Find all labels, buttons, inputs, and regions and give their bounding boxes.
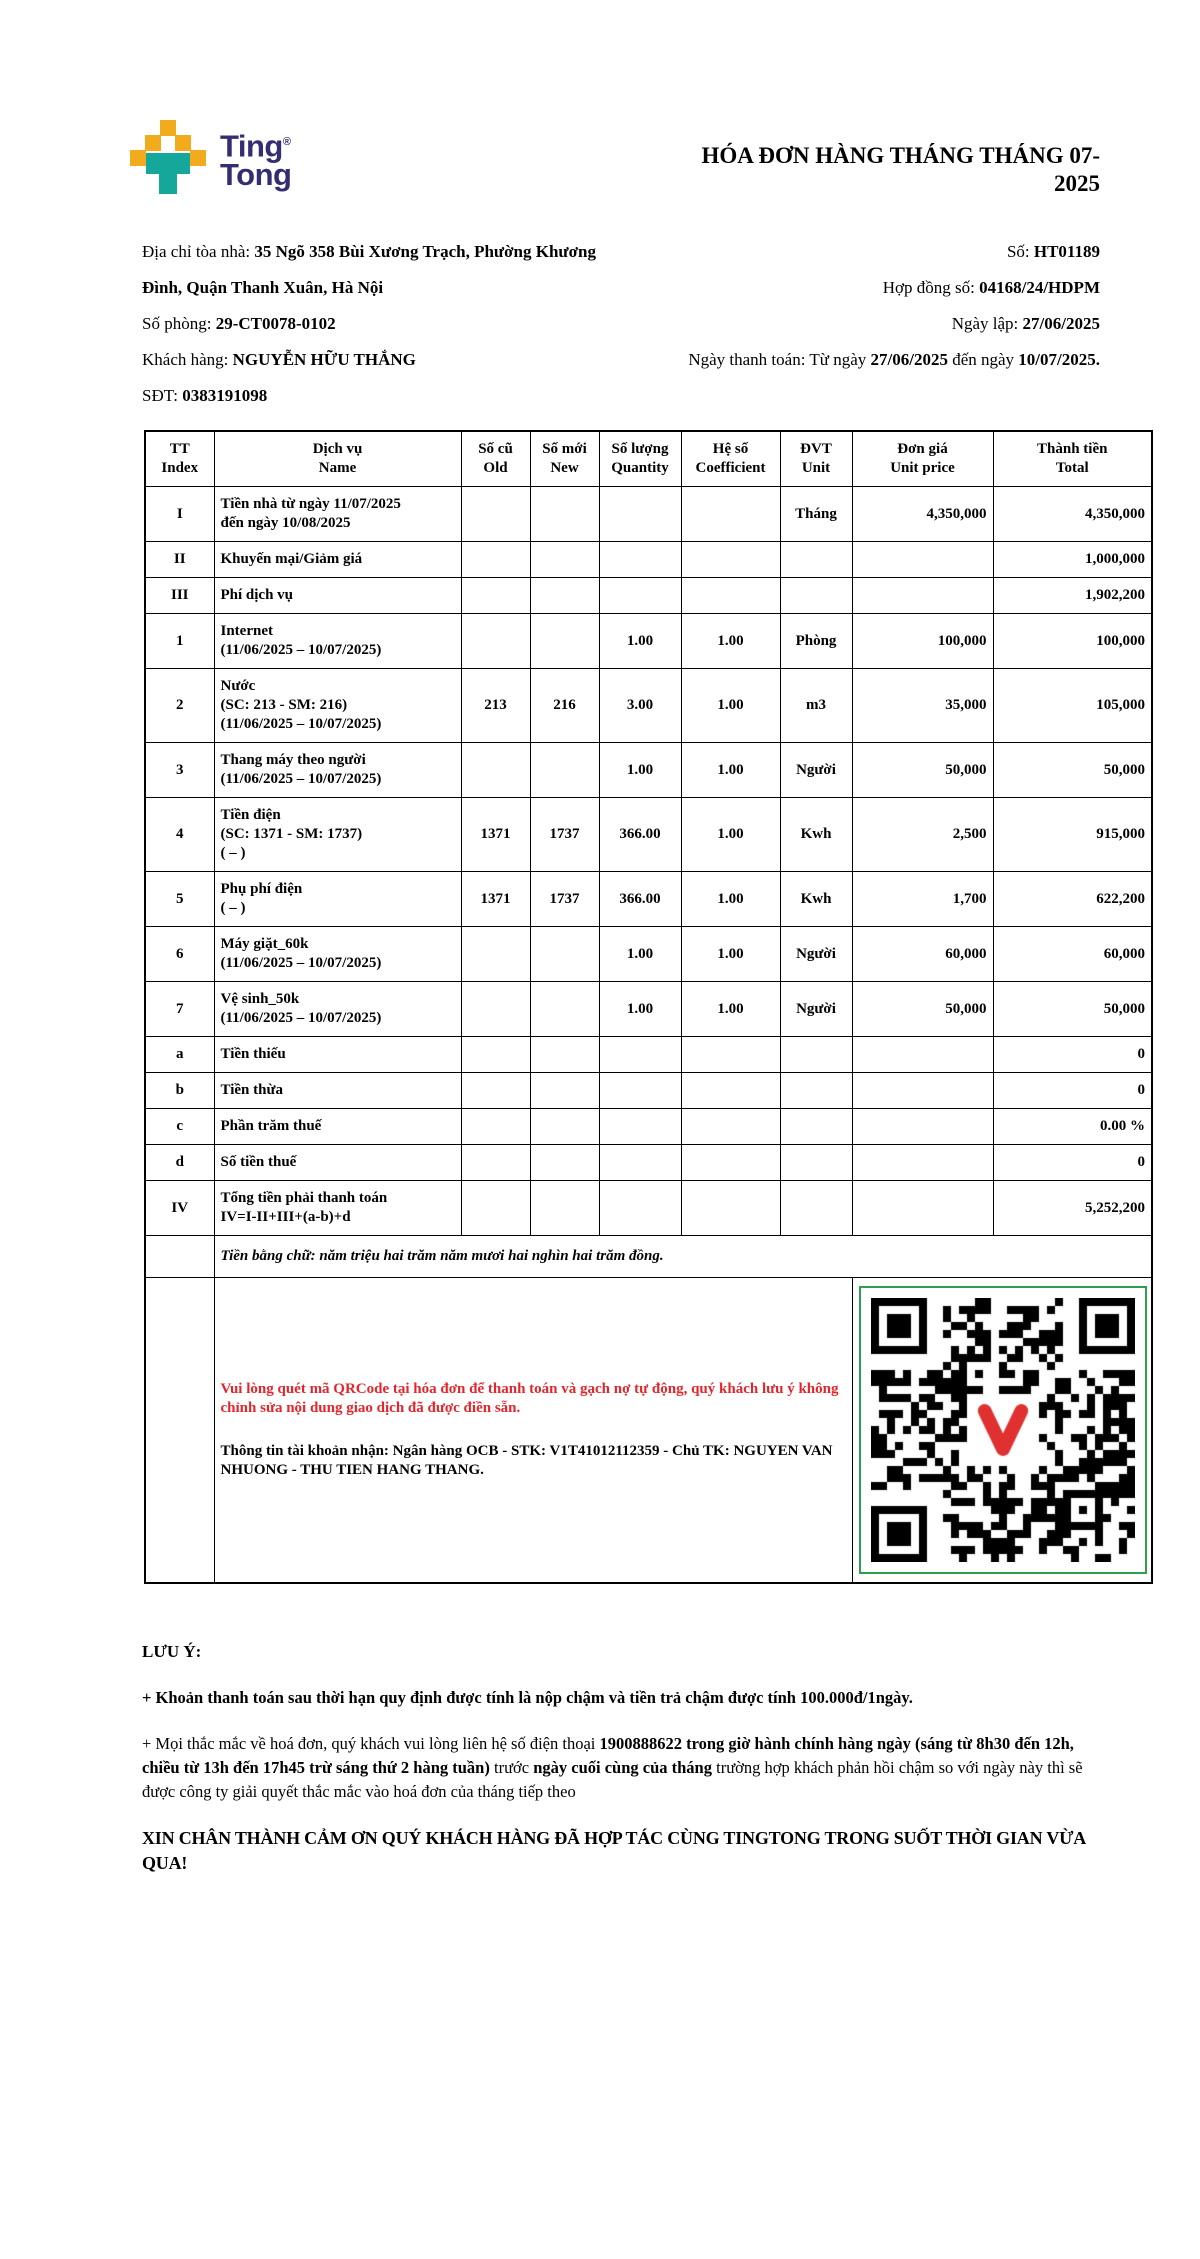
cell-unit: m3 [780, 669, 852, 743]
cell-price [852, 1145, 993, 1181]
cell-coef [681, 487, 780, 542]
amount-in-words-row [145, 1236, 1152, 1278]
column-header: ĐVT Unit [780, 431, 852, 487]
cell-new [530, 542, 599, 578]
cell-coef [681, 1037, 780, 1073]
cell-tt: a [145, 1037, 214, 1073]
cell-coef [681, 1145, 780, 1181]
cell-new [530, 982, 599, 1037]
cell-total: 60,000 [993, 927, 1152, 982]
cell-old [461, 1073, 530, 1109]
cell-coef: 1.00 [681, 982, 780, 1037]
cell-new [530, 743, 599, 798]
service-name: Tổng tiền phải thanh toán IV=I-II+III+(a-b)+d [214, 1181, 461, 1236]
cell-old [461, 487, 530, 542]
cell-unit [780, 1109, 852, 1145]
cell-unit: Người [780, 743, 852, 798]
hotline-note: + Mọi thắc mắc về hoá đơn, quý khách vui lòng liên hệ số điện thoại 1900888622 trong giờ hành chính hàng ngày (sáng từ 8h30 đến 12h, chiều từ 13h đến 17h45 trừ sáng thứ 2 hàng tuần) trước ngày cuối cùng của tháng trường hợp khách phản hồi chậm so với ngày này thì sẽ được công ty giải quyết thắc mắc vào hoá đơn của tháng tiếp theo [142, 1734, 1083, 1801]
cell-qty: 366.00 [599, 798, 681, 872]
cell-qty: 1.00 [599, 982, 681, 1037]
cell-new [530, 1109, 599, 1145]
service-name: Tiền thừa [214, 1073, 461, 1109]
cell-qty: 366.00 [599, 872, 681, 927]
cell-unit [780, 578, 852, 614]
cell-qty [599, 1145, 681, 1181]
cell-old: 1371 [461, 798, 530, 872]
cell-new: 1737 [530, 872, 599, 927]
info-right [634, 234, 1100, 414]
service-name: Phần trăm thuế [214, 1109, 461, 1145]
service-name: Số tiền thuế [214, 1145, 461, 1181]
column-header: Hệ số Coefficient [681, 431, 780, 487]
cell-unit: Tháng [780, 487, 852, 542]
cell-old [461, 982, 530, 1037]
cell-old: 1371 [461, 872, 530, 927]
contract-number: Hợp đồng số: 04168/24/HDPM [882, 278, 1100, 297]
cell-old [461, 743, 530, 798]
service-name: Khuyến mại/Giảm giá [214, 542, 461, 578]
column-header: Dịch vụ Name [214, 431, 461, 487]
service-name: Internet (11/06/2025 – 10/07/2025) [214, 614, 461, 669]
cell-price: 50,000 [852, 743, 993, 798]
cell-total: 100,000 [993, 614, 1152, 669]
cell-coef [681, 578, 780, 614]
service-name: Thang máy theo người (11/06/2025 – 10/07/2025) [214, 743, 461, 798]
cell-qty [599, 487, 681, 542]
cell-total: 50,000 [993, 982, 1152, 1037]
cell-price: 4,350,000 [852, 487, 993, 542]
cell-total: 4,350,000 [993, 487, 1152, 542]
table-row [145, 798, 1152, 872]
payment-instructions-cell [214, 1278, 852, 1584]
table-row [145, 1109, 1152, 1145]
cell-total: 5,252,200 [993, 1181, 1152, 1236]
cell-price [852, 578, 993, 614]
cell-total: 105,000 [993, 669, 1152, 743]
service-name: Tiền điện (SC: 1371 - SM: 1737) ( – ) [214, 798, 461, 872]
notes-title: LƯU Ý: [142, 1642, 202, 1661]
qr-code-frame [859, 1286, 1147, 1574]
issue-date: Ngày lập: 27/06/2025 [951, 314, 1100, 333]
cell-old [461, 1181, 530, 1236]
cell-tt: 6 [145, 927, 214, 982]
bank-account-info: Thông tin tài khoản nhận: Ngân hàng OCB - STK: V1T41012112359 - Chủ TK: NGUYEN VAN NHUONG - THU TIEN HANG THANG. [220, 1443, 833, 1478]
cell-unit: Kwh [780, 872, 852, 927]
cell-total: 0 [993, 1073, 1152, 1109]
empty-cell [145, 1278, 214, 1584]
cell-tt: IV [145, 1181, 214, 1236]
cell-price [852, 1109, 993, 1145]
cell-qty: 1.00 [599, 927, 681, 982]
cell-new [530, 1181, 599, 1236]
cell-coef [681, 542, 780, 578]
cell-qty [599, 1181, 681, 1236]
cell-unit [780, 1073, 852, 1109]
cell-coef [681, 1109, 780, 1145]
invoice-number: Số: HT01189 [1006, 242, 1100, 261]
table-header-row [145, 431, 1152, 487]
cell-tt: c [145, 1109, 214, 1145]
cell-new [530, 578, 599, 614]
late-payment-note: + Khoản thanh toán sau thời hạn quy định được tính là nộp chậm và tiền trả chậm được tính 100.000đ/1ngày. [142, 1688, 913, 1707]
cell-unit [780, 1181, 852, 1236]
column-header: Thành tiền Total [993, 431, 1152, 487]
cell-coef: 1.00 [681, 927, 780, 982]
cell-unit [780, 1145, 852, 1181]
cell-price [852, 1037, 993, 1073]
table-row [145, 669, 1152, 743]
cell-price [852, 1073, 993, 1109]
service-name: Nước (SC: 213 - SM: 216) (11/06/2025 – 10/07/2025) [214, 669, 461, 743]
column-header: Số mới New [530, 431, 599, 487]
cell-unit: Người [780, 927, 852, 982]
cell-coef [681, 1181, 780, 1236]
customer-name: Khách hàng: NGUYỄN HỮU THẮNG [142, 350, 416, 369]
cell-tt: II [145, 542, 214, 578]
cell-qty [599, 1037, 681, 1073]
table-row [145, 1145, 1152, 1181]
column-header: Số cũ Old [461, 431, 530, 487]
header [0, 0, 1200, 212]
cell-new [530, 614, 599, 669]
tingtong-logo-icon [130, 120, 206, 212]
cell-coef: 1.00 [681, 669, 780, 743]
brand-name-bottom: Tong [220, 157, 292, 193]
tingtong-logo [130, 120, 291, 212]
cell-new [530, 1037, 599, 1073]
cell-qty [599, 542, 681, 578]
cell-qty [599, 578, 681, 614]
cell-old: 213 [461, 669, 530, 743]
column-header: Số lượng Quantity [599, 431, 681, 487]
cell-new [530, 1145, 599, 1181]
table-row [145, 542, 1152, 578]
table-row [145, 1037, 1152, 1073]
cell-tt: III [145, 578, 214, 614]
table-row [145, 1073, 1152, 1109]
table-row [145, 743, 1152, 798]
cell-new: 1737 [530, 798, 599, 872]
cell-coef: 1.00 [681, 872, 780, 927]
table-row [145, 1181, 1152, 1236]
cell-tt: 3 [145, 743, 214, 798]
cell-total: 622,200 [993, 872, 1152, 927]
qr-row [145, 1278, 1152, 1584]
cell-old [461, 614, 530, 669]
amount-in-words: Tiền bằng chữ: năm triệu hai trăm năm mươi hai nghìn hai trăm đồng. [214, 1236, 1152, 1278]
empty-cell [145, 1236, 214, 1278]
cell-qty [599, 1073, 681, 1109]
room-number: Số phòng: 29-CT0078-0102 [142, 314, 336, 333]
payment-period: Ngày thanh toán: Từ ngày 27/06/2025 đến ngày 10/07/2025. [688, 350, 1100, 369]
cell-tt: 4 [145, 798, 214, 872]
cell-price: 50,000 [852, 982, 993, 1037]
cell-coef: 1.00 [681, 614, 780, 669]
cell-tt: b [145, 1073, 214, 1109]
cell-tt: 1 [145, 614, 214, 669]
cell-tt: 2 [145, 669, 214, 743]
cell-coef: 1.00 [681, 743, 780, 798]
cell-coef: 1.00 [681, 798, 780, 872]
brand-name-top: Ting [220, 128, 283, 164]
info-left [142, 234, 634, 414]
qr-scan-note: Vui lòng quét mã QRCode tại hóa đơn để thanh toán và gạch nợ tự động, quý khách lưu ý không chỉnh sửa nội dung giao dịch đã được điền sẵn. [220, 1381, 839, 1416]
cell-unit: Phòng [780, 614, 852, 669]
cell-unit: Người [780, 982, 852, 1037]
registered-mark: ® [282, 136, 291, 148]
cell-total: 0.00 % [993, 1109, 1152, 1145]
cell-total: 50,000 [993, 743, 1152, 798]
cell-price: 60,000 [852, 927, 993, 982]
table-row [145, 578, 1152, 614]
cell-tt: 5 [145, 872, 214, 927]
qr-code [871, 1298, 1135, 1562]
cell-old [461, 578, 530, 614]
cell-coef [681, 1073, 780, 1109]
cell-qty [599, 1109, 681, 1145]
tingtong-logo-text [220, 128, 292, 193]
cell-old [461, 927, 530, 982]
cell-price: 100,000 [852, 614, 993, 669]
invoice-title: HÓA ĐƠN HÀNG THÁNG THÁNG 07- 2025 [701, 143, 1100, 196]
cell-new [530, 487, 599, 542]
cell-price: 35,000 [852, 669, 993, 743]
footer-notes [142, 1640, 1102, 1876]
cell-total: 915,000 [993, 798, 1152, 872]
building-address: Địa chỉ tòa nhà: 35 Ngõ 358 Bùi Xương Trạch, Phường Khương Đình, Quận Thanh Xuân, Hà Nội [142, 242, 596, 297]
customer-phone: SĐT: 0383191098 [142, 386, 268, 405]
cell-old [461, 542, 530, 578]
cell-price [852, 1181, 993, 1236]
service-name: Phí dịch vụ [214, 578, 461, 614]
cell-tt: d [145, 1145, 214, 1181]
table-row [145, 982, 1152, 1037]
cell-price: 1,700 [852, 872, 993, 927]
cell-unit [780, 542, 852, 578]
cell-qty: 1.00 [599, 614, 681, 669]
column-header: TT Index [145, 431, 214, 487]
cell-new [530, 927, 599, 982]
cell-new: 216 [530, 669, 599, 743]
cell-qty: 1.00 [599, 743, 681, 798]
cell-price [852, 542, 993, 578]
info-block [0, 212, 1200, 414]
cell-unit [780, 1037, 852, 1073]
cell-old [461, 1145, 530, 1181]
cell-total: 1,000,000 [993, 542, 1152, 578]
column-header: Đơn giá Unit price [852, 431, 993, 487]
service-name: Máy giặt_60k (11/06/2025 – 10/07/2025) [214, 927, 461, 982]
cell-new [530, 1073, 599, 1109]
table-row [145, 927, 1152, 982]
service-name: Tiền thiếu [214, 1037, 461, 1073]
table-row [145, 487, 1152, 542]
cell-old [461, 1037, 530, 1073]
cell-price: 2,500 [852, 798, 993, 872]
thank-you-note: XIN CHÂN THÀNH CẢM ƠN QUÝ KHÁCH HÀNG ĐÃ HỢP TÁC CÙNG TINGTONG TRONG SUỐT THỜI GIAN VỪA QUA! [142, 1828, 1086, 1873]
cell-total: 0 [993, 1145, 1152, 1181]
cell-qty: 3.00 [599, 669, 681, 743]
cell-unit: Kwh [780, 798, 852, 872]
service-name: Vệ sinh_50k (11/06/2025 – 10/07/2025) [214, 982, 461, 1037]
table-row [145, 872, 1152, 927]
cell-tt: 7 [145, 982, 214, 1037]
cell-tt: I [145, 487, 214, 542]
cell-total: 0 [993, 1037, 1152, 1073]
service-name: Tiền nhà từ ngày 11/07/2025 đến ngày 10/08/2025 [214, 487, 461, 542]
cell-total: 1,902,200 [993, 578, 1152, 614]
qr-code-cell [852, 1278, 1152, 1584]
service-name: Phụ phí điện ( – ) [214, 872, 461, 927]
charges-table [144, 430, 1153, 1584]
cell-old [461, 1109, 530, 1145]
table-row [145, 614, 1152, 669]
